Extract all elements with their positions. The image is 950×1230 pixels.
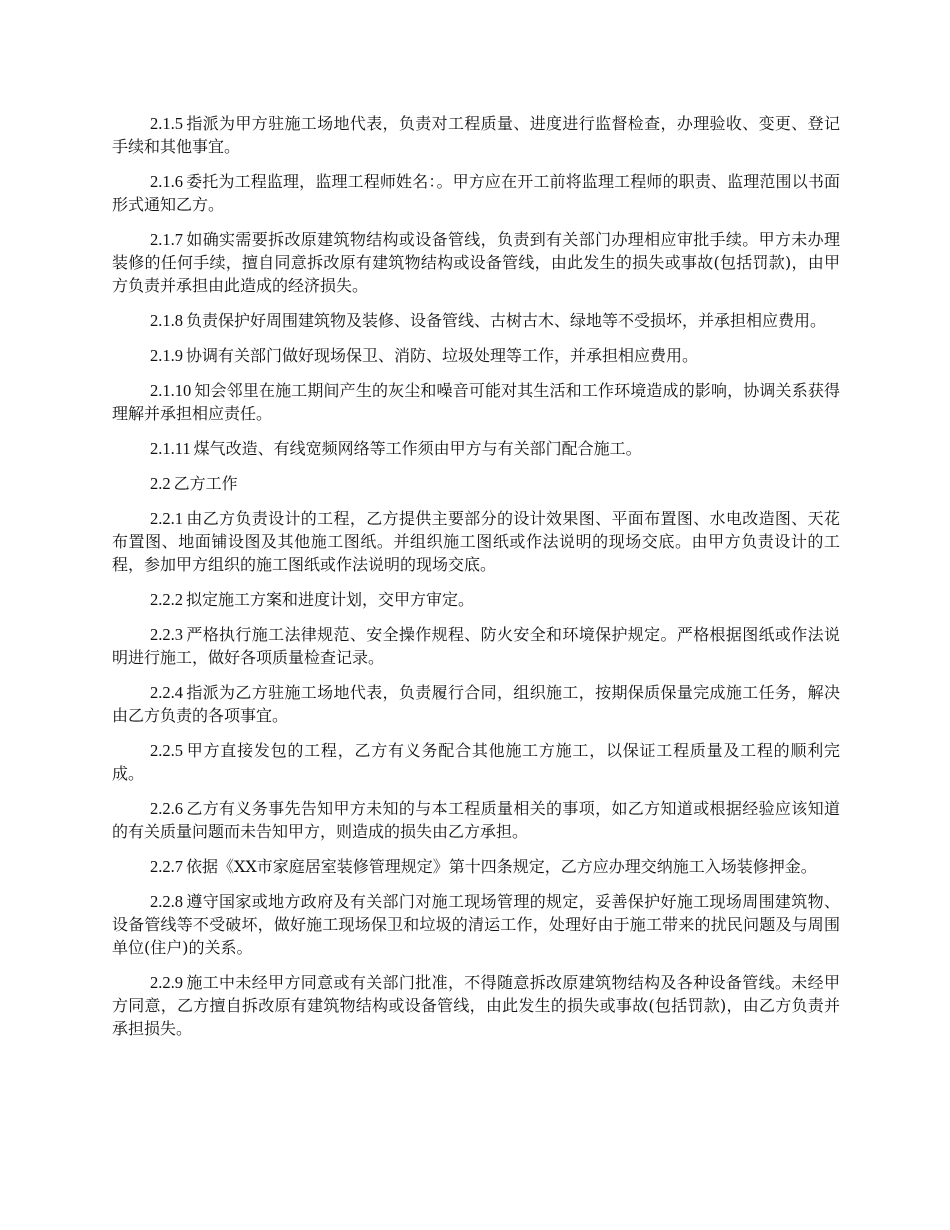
clause-text: 甲方直接发包的工程，乙方有义务配合其他施工方施工，以保证工程质量及工程的顺利完成。 [112, 741, 840, 783]
clause-number: 2.2.7 [150, 857, 183, 876]
clause-text: 负责保护好周围建筑物及装修、设备管线、古树古木、绿地等不受损坏，并承担相应费用。 [186, 311, 827, 330]
clause-number: 2.2.2 [150, 590, 183, 609]
clause-text: 指派为乙方驻施工场地代表，负责履行合同，组织施工，按期保质保量完成施工任务，解决由乙方负责的各项事宜。 [112, 683, 840, 725]
clause-2-1-5 [112, 112, 840, 158]
clause-2-2-7 [112, 855, 840, 878]
clause-text: 拟定施工方案和进度计划，交甲方审定。 [186, 590, 475, 609]
clause-number: 2.1.5 [150, 114, 183, 133]
clause-number: 2.1.8 [150, 311, 183, 330]
clause-2-2-4 [112, 681, 840, 727]
clause-number: 2.1.9 [150, 346, 183, 365]
section-heading-2-2 [112, 472, 840, 495]
section-title: 乙方工作 [173, 474, 238, 493]
clause-number: 2.2.9 [150, 973, 183, 992]
clause-2-1-7 [112, 228, 840, 297]
clause-text: 协调有关部门做好现场保卫、消防、垃圾处理等工作，并承担相应费用。 [186, 346, 699, 365]
clause-text: 乙方有义务事先告知甲方未知的与本工程质量相关的事项，如乙方知道或根据经验应该知道的有关质量问题而未告知甲方，则造成的损失由乙方承担。 [112, 799, 840, 841]
clause-text: 施工中未经甲方同意或有关部门批准，不得随意拆改原建筑物结构及各种设备管线。未经甲方同意，乙方擅自拆改原有建筑物结构或设备管线，由此发生的损失或事故(包括罚款)，由乙方负责并承担损失。 [112, 973, 840, 1038]
clause-2-2-6 [112, 797, 840, 843]
clause-text: 如确实需要拆改原建筑物结构或设备管线，负责到有关部门办理相应审批手续。甲方未办理装修的任何手续，擅自同意拆改原有建筑物结构或设备管线，由此发生的损失或事故(包括罚款)，由甲方负责并承担由此造成的经济损失。 [112, 230, 840, 295]
clause-number: 2.2.5 [150, 741, 183, 760]
clause-number: 2.1.10 [150, 381, 192, 400]
clause-2-1-8 [112, 309, 840, 332]
clause-2-2-2 [112, 588, 840, 611]
clause-2-2-1 [112, 507, 840, 576]
clause-text: 遵守国家或地方政府及有关部门对施工现场管理的规定，妥善保护好施工现场周围建筑物、设备管线等不受破坏，做好施工现场保卫和垃圾的清运工作，处理好由于施工带来的扰民问题及与周围单位(住户)的关系。 [112, 892, 840, 957]
clause-number: 2.1.11 [150, 439, 191, 458]
clause-2-2-9 [112, 971, 840, 1040]
clause-number: 2.2.1 [150, 509, 183, 528]
clause-number: 2.1.6 [150, 172, 183, 191]
clause-2-2-8 [112, 890, 840, 959]
clause-text: 由乙方负责设计的工程，乙方提供主要部分的设计效果图、平面布置图、水电改造图、天花布置图、地面铺设图及其他施工图纸。并组织施工图纸或作法说明的现场交底。由甲方负责设计的工程，参加甲方组织的施工图纸或作法说明的现场交底。 [112, 509, 840, 574]
section-number: 2.2 [150, 474, 171, 493]
clause-text: 煤气改造、有线宽频网络等工作须由甲方与有关部门配合施工。 [193, 439, 642, 458]
clause-text: 指派为甲方驻施工场地代表，负责对工程质量、进度进行监督检查，办理验收、变更、登记手续和其他事宜。 [112, 114, 840, 156]
clause-number: 2.2.3 [150, 625, 183, 644]
clause-text: 委托为工程监理，监理工程师姓名：。甲方应在开工前将监理工程师的职责、监理范围以书面形式通知乙方。 [112, 172, 840, 214]
clause-text: 知会邻里在施工期间产生的灰尘和噪音可能对其生活和工作环境造成的影响，协调关系获得理解并承担相应责任。 [112, 381, 840, 423]
clause-2-1-10 [112, 379, 840, 425]
clause-2-1-9 [112, 344, 840, 367]
clause-number: 2.2.4 [150, 683, 183, 702]
clause-number: 2.1.7 [150, 230, 183, 249]
clause-2-1-11 [112, 437, 840, 460]
clause-number: 2.2.6 [150, 799, 183, 818]
clause-2-1-6 [112, 170, 840, 216]
clause-2-2-3 [112, 623, 840, 669]
clause-2-2-5 [112, 739, 840, 785]
clause-text: 严格执行施工法律规范、安全操作规程、防火安全和环境保护规定。严格根据图纸或作法说明进行施工，做好各项质量检查记录。 [112, 625, 840, 667]
clause-number: 2.2.8 [150, 892, 183, 911]
clause-text: 依据《XX市家庭居室装修管理规定》第十四条规定，乙方应办理交纳施工入场装修押金。 [186, 857, 817, 876]
